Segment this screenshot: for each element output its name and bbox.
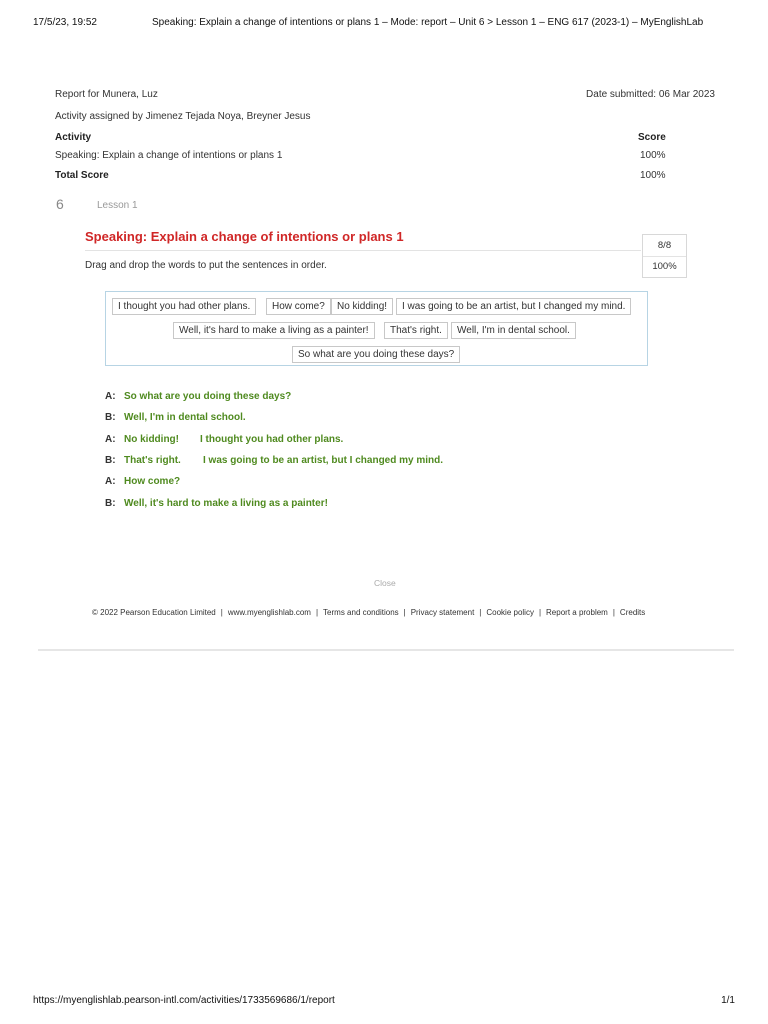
score-box bbox=[642, 234, 687, 278]
total-score-value: 100% bbox=[640, 170, 666, 181]
activity-instructions: Drag and drop the words to put the sentences in order. bbox=[85, 260, 327, 271]
print-datetime: 17/5/23, 19:52 bbox=[33, 17, 97, 28]
answer-segment: Well, I'm in dental school. bbox=[124, 412, 246, 423]
speaker-label: A: bbox=[105, 434, 116, 445]
footer-link-credits[interactable]: Credits bbox=[619, 608, 646, 617]
word-tile[interactable]: Well, it's hard to make a living as a painter! bbox=[173, 322, 375, 339]
word-tile[interactable]: Well, I'm in dental school. bbox=[451, 322, 576, 339]
speaker-label: B: bbox=[105, 498, 116, 509]
footer-link-report-problem[interactable]: Report a problem bbox=[546, 608, 608, 617]
page-divider bbox=[38, 649, 734, 651]
answer-segment: How come? bbox=[124, 476, 181, 487]
footer-link-cookie[interactable]: Cookie policy bbox=[486, 608, 534, 617]
activity-title: Speaking: Explain a change of intentions or plans 1 bbox=[85, 229, 404, 244]
footer-link-terms[interactable]: Terms and conditions bbox=[323, 608, 399, 617]
word-tile[interactable]: How come? bbox=[266, 298, 331, 315]
speaker-label: B: bbox=[105, 455, 116, 466]
activity-row-name: Speaking: Explain a change of intentions or plans 1 bbox=[55, 150, 283, 161]
answer-segment: I was going to be an artist, but I changed my mind. bbox=[203, 455, 444, 466]
print-page-title: Speaking: Explain a change of intentions or plans 1 – Mode: report – Unit 6 > Lesson 1 – ENG 617 (2023-1) – MyEnglishLab bbox=[152, 17, 704, 28]
score-column-header: Score bbox=[638, 132, 666, 143]
speaker-label: A: bbox=[105, 391, 116, 402]
assigned-by: Activity assigned by Jimenez Tejada Noya, Breyner Jesus bbox=[55, 111, 311, 122]
report-for: Report for Munera, Luz bbox=[55, 89, 158, 100]
answer-segment: No kidding! bbox=[124, 434, 179, 445]
word-bank bbox=[105, 291, 648, 366]
lesson-label: Lesson 1 bbox=[97, 200, 138, 211]
copyright-text: © 2022 Pearson Education Limited bbox=[92, 608, 216, 617]
speaker-label: B: bbox=[105, 412, 116, 423]
answer-segment: I thought you had other plans. bbox=[200, 434, 344, 445]
date-submitted: Date submitted: 06 Mar 2023 bbox=[586, 89, 715, 100]
print-page-count: 1/1 bbox=[721, 995, 735, 1006]
word-tile[interactable]: No kidding! bbox=[331, 298, 393, 315]
word-tile[interactable]: So what are you doing these days? bbox=[292, 346, 460, 363]
word-tile[interactable]: I was going to be an artist, but I changed my mind. bbox=[396, 298, 631, 315]
print-url: https://myenglishlab.pearson-intl.com/activities/1733569686/1/report bbox=[33, 995, 335, 1006]
site-footer: © 2022 Pearson Education Limited | www.myenglishlab.com | Terms and conditions | Privacy statement | Cookie policy | Report a problem | Credits bbox=[92, 608, 646, 617]
word-tile[interactable]: I thought you had other plans. bbox=[112, 298, 256, 315]
answer-segment: So what are you doing these days? bbox=[124, 391, 292, 402]
activity-row-score: 100% bbox=[640, 150, 666, 161]
answer-segment: That's right. bbox=[124, 455, 181, 466]
speaker-label: A: bbox=[105, 476, 116, 487]
lesson-number: 6 bbox=[56, 196, 64, 212]
close-button[interactable]: Close bbox=[374, 578, 396, 588]
activity-column-header: Activity bbox=[55, 132, 92, 143]
word-tile[interactable]: That's right. bbox=[384, 322, 448, 339]
total-score-label: Total Score bbox=[55, 170, 109, 181]
score-points: 8/8 bbox=[643, 235, 686, 257]
title-divider bbox=[85, 250, 641, 251]
answer-segment: Well, it's hard to make a living as a painter! bbox=[124, 498, 328, 509]
score-percent: 100% bbox=[652, 261, 677, 272]
footer-link-website[interactable]: www.myenglishlab.com bbox=[227, 608, 311, 617]
footer-link-privacy[interactable]: Privacy statement bbox=[410, 608, 475, 617]
